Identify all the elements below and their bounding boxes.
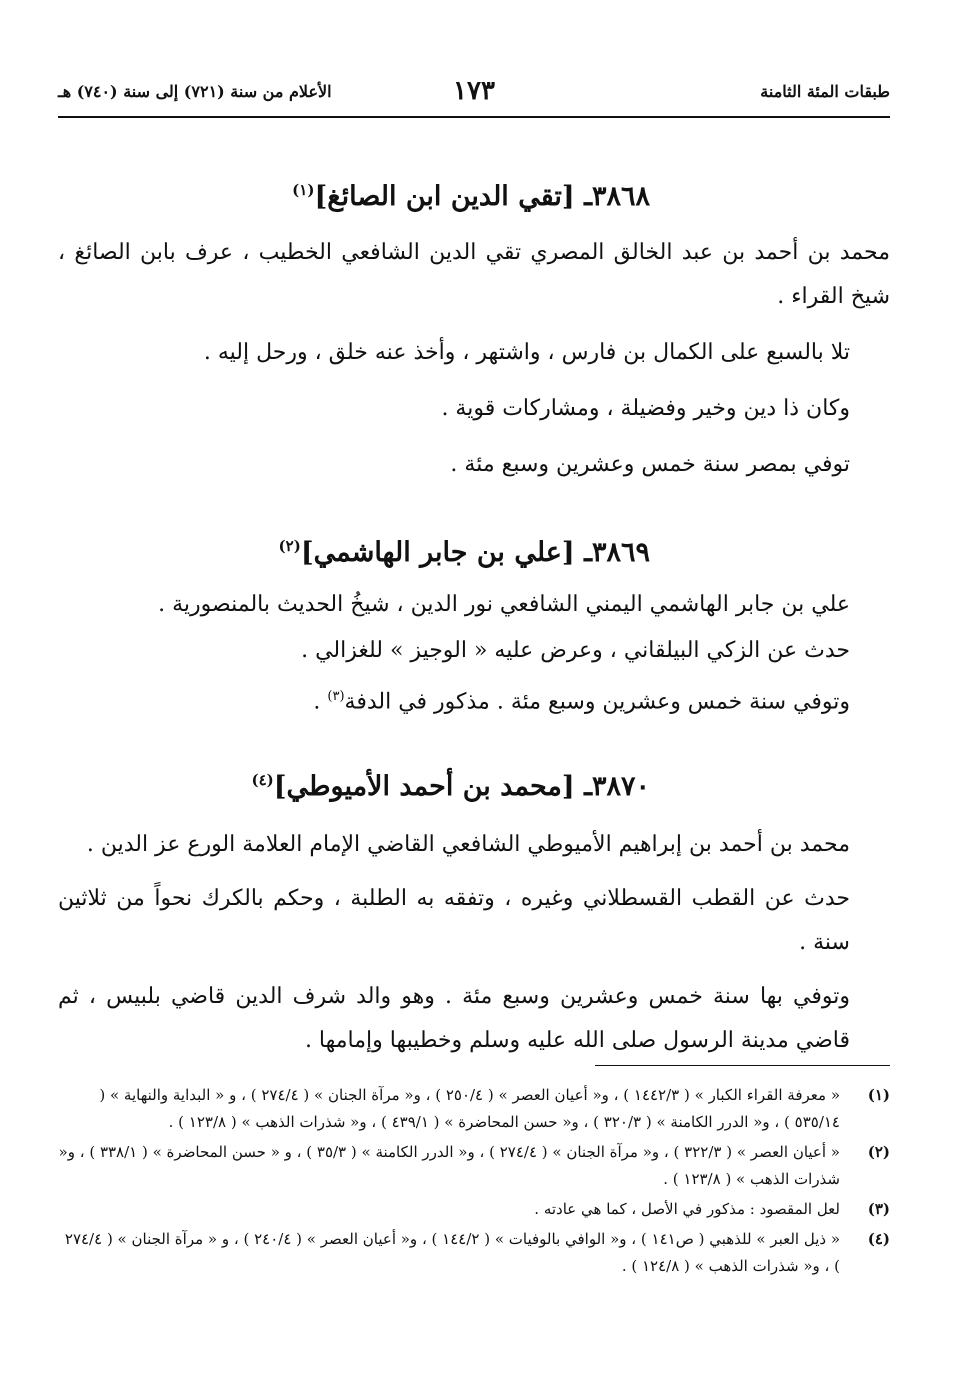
entry-paragraph: وكان ذا دين وخير وفضيلة ، ومشاركات قوية .: [441, 396, 850, 421]
entry-3869: [58, 524, 890, 724]
death-note-end: .: [313, 689, 328, 715]
footnote-rule: [595, 1065, 890, 1066]
footnote-ref: (٤): [251, 771, 274, 789]
entry-title: [58, 168, 890, 219]
range-title: الأعلام من سنة (٧٢١) إلى سنة (٧٤٠) هـ: [58, 82, 332, 101]
entry-paragraph: محمد بن أحمد بن عبد الخالق المصري تقي الدين الشافعي الخطيب ، عرف بابن الصائغ ، شيخ القراء .: [58, 240, 890, 309]
death-note: وتوفي سنة خمس وعشرين وسبع مئة . مذكور في الدفة: [344, 689, 850, 715]
footnote: [58, 1082, 890, 1136]
footnote-number: (٤): [867, 1230, 890, 1248]
footnote-number: (٣): [867, 1200, 890, 1218]
footnote-text: « معرفة القراء الكبار » ( ١٤٤٢/٣ ) ، و« أعيان العصر » ( ٢٥٠/٤ ) ، و« مرآة الجنان » ( ٢٧٤/٤ ) ، و « البداية والنهاية » ( ٥٣٥/١٤ ) ، و« الدرر الكامنة » ( ٣٢٠/٣ ) ، و« حسن المحاضرة » ( ٤٣٩/١ ) ، و« شذرات الذهب » ( ١٢٣/٨ ) .: [99, 1086, 840, 1131]
header-rule: [58, 116, 890, 118]
entry-number: ٣٨٦٩ـ: [584, 537, 650, 568]
footnote: [58, 1226, 890, 1280]
entry-name: [علي بن جابر الهاشمي]: [300, 537, 575, 568]
page-number: ١٧٣: [453, 76, 495, 106]
footnote-text: لعل المقصود : مذكور في الأصل ، كما هي عادته .: [534, 1200, 840, 1218]
entry-3868: [58, 168, 890, 487]
entry-paragraph: محمد بن أحمد بن إبراهيم الأميوطي الشافعي القاضي الإمام العلامة الورع عز الدين .: [86, 832, 850, 857]
entry-paragraph: [58, 675, 890, 724]
entry-title: [58, 758, 890, 809]
running-header: [58, 76, 890, 116]
entry-name: [تقي الدين ابن الصائغ]: [314, 181, 575, 212]
footnote-number: (٢): [867, 1143, 890, 1161]
footnote: [58, 1196, 890, 1223]
entry-number: ٣٨٦٨ـ: [584, 181, 650, 212]
footnote-ref: (١): [292, 181, 315, 199]
entry-paragraph: حدث عن القطب القسطلاني وغيره ، وتفقه به الطلبة ، وحكم بالكرك نحواً من ثلاثين سنة .: [58, 886, 850, 955]
entry-paragraph: توفي بمصر سنة خمس وعشرين وسبع مئة .: [450, 452, 850, 477]
footnote: [58, 1139, 890, 1193]
entry-paragraph: تلا بالسبع على الكمال بن فارس ، واشتهر ، وأخذ عنه خلق ، ورحل إليه .: [203, 340, 850, 365]
entry-paragraph: حدث عن الزكي البيلقاني ، وعرض عليه « الوجيز » للغزالي .: [301, 638, 850, 663]
footnote-ref: (٣): [327, 689, 345, 704]
footnotes: [58, 1082, 890, 1283]
entry-paragraph: وتوفي بها سنة خمس وعشرين وسبع مئة . وهو والد شرف الدين قاضي بلبيس ، ثم قاضي مدينة الرسول صلى الله عليه وسلم وخطيبها وإمامها .: [58, 984, 850, 1053]
entry-number: ٣٨٧٠ـ: [584, 771, 650, 802]
footnote-ref: (٢): [278, 537, 301, 555]
entry-paragraph: علي بن جابر الهاشمي اليمني الشافعي نور الدين ، شيخُ الحديث بالمنصورية .: [158, 592, 850, 617]
book-title: طبقات المئة الثامنة: [760, 82, 890, 101]
entry-name: [محمد بن أحمد الأميوطي]: [273, 771, 575, 802]
entry-title: [58, 524, 890, 575]
entry-3870: [58, 758, 890, 1063]
footnote-text: « ذيل العبر » للذهبي ( ص١٤١ ) ، و« الوافي بالوفيات » ( ١٤٤/٢ ) ، و« أعيان العصر » ( ٢٤٠/٤ ) ، و « مرآة الجنان » ( ٢٧٤/٤ ) ، و« شذرات الذهب » ( ١٢٤/٨ ) .: [64, 1230, 840, 1275]
footnote-text: « أعيان العصر » ( ٣٢٢/٣ ) ، و« مرآة الجنان » ( ٢٧٤/٤ ) ، و« الدرر الكامنة » ( ٣٥/٣ ) ، و « حسن المحاضرة » ( ٣٣٨/١ ) ، و« شذرات الذهب » ( ١٢٣/٨ ) .: [58, 1143, 840, 1188]
footnote-number: (١): [867, 1086, 890, 1104]
